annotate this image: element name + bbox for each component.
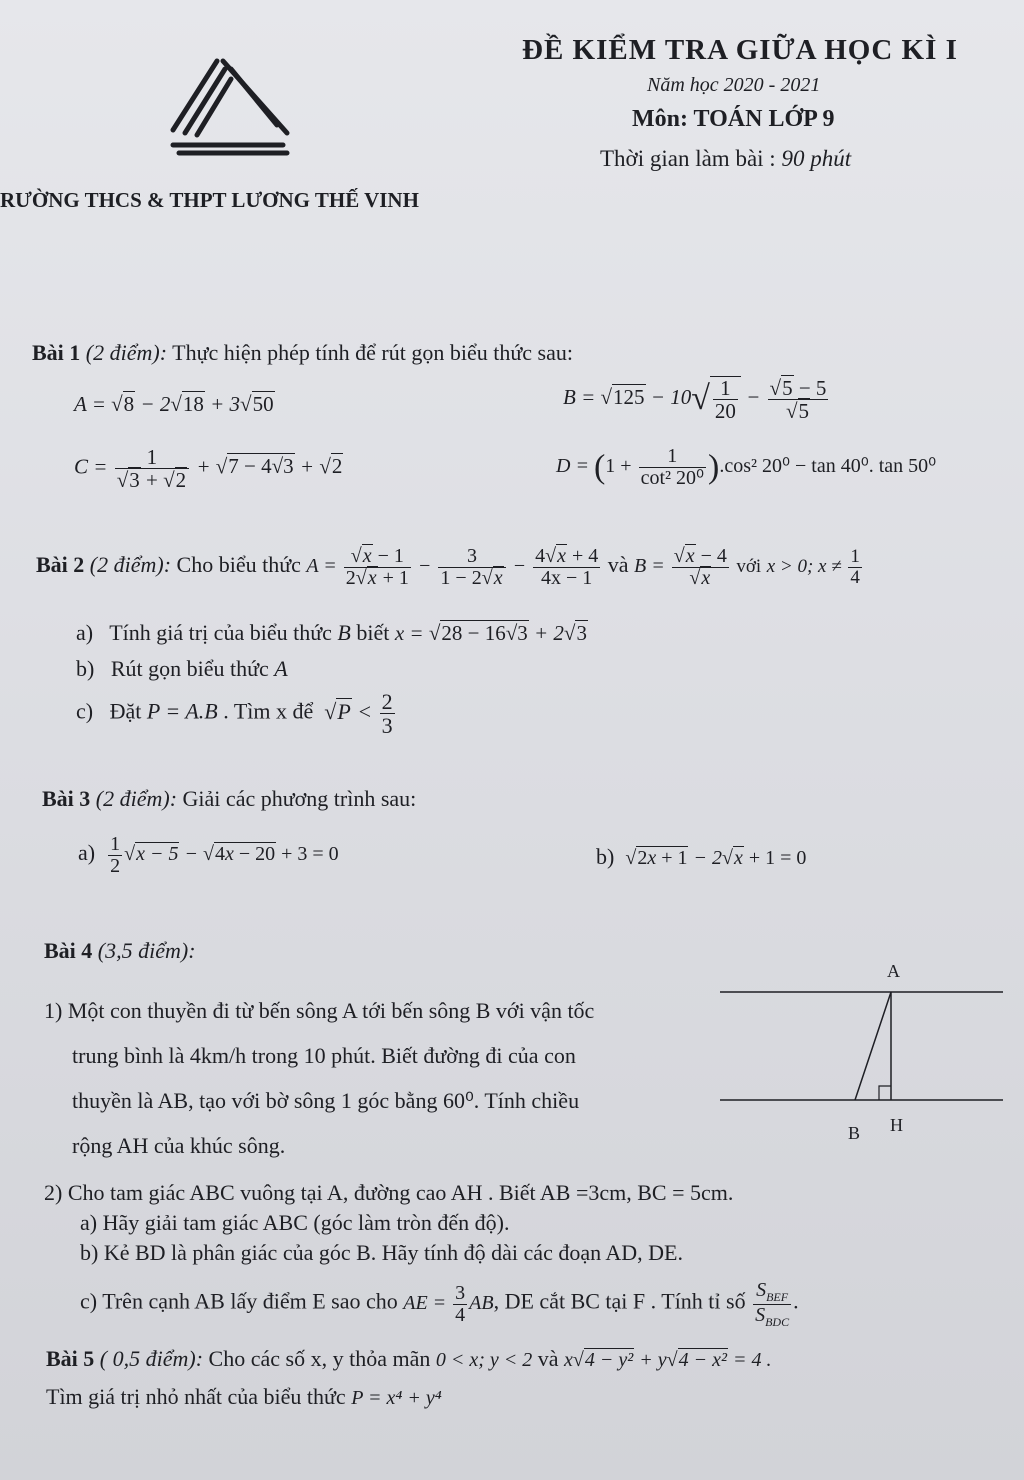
school-logo-icon — [165, 55, 295, 160]
bai4-p2a: a) Hãy giải tam giác ABC (góc làm tròn đến độ). — [80, 1210, 510, 1235]
bai1-text: Thực hiện phép tính để rút gọn biểu thức sau: — [172, 340, 573, 365]
bai2-part-c: c) Đặt P = A.B . Tìm x để √P < $\frac{2}{3}$ — [76, 689, 393, 739]
bai3-b-label: b) — [596, 844, 615, 869]
bai2-a-label: a) — [76, 620, 94, 645]
bai3-label: Bài 3 — [42, 786, 91, 811]
bai4-p2c: c) Trên cạnh AB lấy điểm E sao cho AE = $\frac{3}{4}$ AB, DE cắt BC tại F . Tính tỉ số $\frac{S_{BEF}}{S_{BDC}}$ . — [80, 1279, 799, 1329]
bai4-label: Bài 4 — [44, 938, 93, 963]
bai4-points: (3,5 điểm): — [97, 938, 196, 963]
bai2-part-a: a) Tính giá trị của biểu thức B biết x = √28 − 16√3 + 2√3 — [76, 620, 587, 645]
bai3-points: (2 điểm): — [95, 786, 178, 811]
bai5-points: ( 0,5 điểm): — [99, 1346, 204, 1371]
bai3-text: Giải các phương trình sau: — [182, 786, 417, 811]
expr-b: B = √125 − 10√ $\frac{1}{20}$ − $\frac{√5 - 5}{√5}$ — [563, 375, 827, 424]
bai4-p2c-pre: c) Trên cạnh AB lấy điểm E sao cho — [80, 1288, 398, 1314]
segment-ab — [855, 992, 891, 1100]
time-value: 90 phút — [781, 146, 852, 171]
bai2-c-text: Đặt — [109, 698, 142, 724]
bai5-line1: Bài 5 ( 0,5 điểm): Cho các số x, y thỏa mãn 0 < x; y < 2 và x√4 − y² + y√4 − x² = 4 . — [46, 1346, 772, 1371]
time-line — [600, 146, 851, 172]
bai2-a-text2: biết — [356, 620, 390, 645]
bai4-p2b: b) Kẻ BD là phân giác của góc B. Hãy tính độ dài các đoạn AD, DE. — [80, 1240, 683, 1265]
bai2-points: (2 điểm): — [89, 552, 172, 578]
bai4-p2c-mid: , DE cắt BC tại F . Tính tỉ số — [493, 1288, 746, 1314]
bai2-heading: Bài 2 (2 điểm): Cho biểu thức A = $\frac{√x - 1}{2√x + 1}$ − $\frac{3}{1 - 2√x}$ − $\frac{4√x + 4}{4x - 1}$ và B = $\frac{√x - 4}{√x}$ với x > 0; x ≠ $\frac{1}{4}$ — [36, 545, 860, 589]
bai5-line2: Tìm giá trị nhỏ nhất của biểu thức P = x⁴ + y⁴ — [46, 1384, 442, 1409]
bai2-part-b: b) Rút gọn biểu thức A — [76, 656, 288, 681]
school-year: Năm học 2020 - 2021 — [647, 74, 821, 96]
bai5-line2-text: Tìm giá trị nhỏ nhất của biểu thức — [46, 1384, 346, 1409]
expr-d: D = (1 + $\frac{1}{\text{cot² 20⁰}}$ ).cos² 20⁰ − tan 40⁰. tan 50⁰ — [556, 445, 937, 489]
bai2-b-text: Rút gọn biểu thức — [110, 656, 269, 681]
bai2-text: Cho biểu thức — [176, 552, 301, 578]
bai2-b-label: b) — [76, 656, 95, 681]
bai5-connector: và — [537, 1346, 559, 1371]
bai4-p1-line2: trung bình là 4km/h trong 10 phút. Biết đường đi của con — [72, 1043, 576, 1068]
subject: Môn: TOÁN LỚP 9 — [632, 106, 835, 132]
bai1-points: (2 điểm): — [85, 340, 168, 365]
point-h-label: H — [890, 1115, 903, 1135]
bai2-c-label: c) — [76, 698, 94, 724]
bai3-heading — [42, 786, 416, 812]
bai4-p1-line4: rộng AH của khúc sông. — [72, 1133, 286, 1158]
bai2-connector: và — [607, 552, 629, 578]
expr-a: A = √8 − 2√18 + 3√50 — [74, 392, 274, 416]
bai4-p1-line1: 1) Một con thuyền đi từ bến sông A tới bến sông B với vận tốc — [44, 998, 595, 1023]
bai3-a-label: a) — [78, 840, 96, 866]
right-angle-mark — [879, 1086, 891, 1100]
bai1-label: Bài 1 — [32, 340, 81, 365]
time-label: Thời gian làm bài : — [600, 146, 782, 171]
bai5-text: Cho các số x, y thỏa mãn — [208, 1346, 431, 1371]
point-a-label: A — [887, 961, 900, 981]
bai2-a-text: Tính giá trị của biểu thức — [109, 620, 332, 645]
bai5-label: Bài 5 — [46, 1346, 95, 1371]
bai2-label: Bài 2 — [36, 552, 85, 578]
bai1-heading — [32, 340, 573, 366]
bai3-part-b: b) √2x + 1 − 2√x + 1 = 0 — [596, 844, 807, 869]
exam-title: ĐỀ KIỂM TRA GIỮA HỌC KÌ I — [522, 34, 958, 66]
bai2-condition-word: với — [736, 556, 762, 578]
expr-c: C = $\frac{1}{√3 + √2}$ + √7 − 4√3 + √2 — [74, 445, 343, 493]
point-b-label: B — [848, 1123, 861, 1143]
bai4-heading — [44, 938, 196, 964]
bai4-p1-line3: thuyền là AB, tạo với bờ sông 1 góc bằng 60⁰. Tính chiều — [72, 1088, 580, 1113]
bai3-part-a: a) $\frac{1}{2}$ √x − 5 − √4x − 20 + 3 = 0 — [78, 833, 339, 877]
bai2-c-text2: . Tìm x để — [223, 698, 314, 724]
bai4-p2: 2) Cho tam giác ABC vuông tại A, đường cao AH . Biết AB =3cm, BC = 5cm. — [44, 1180, 734, 1205]
school-name: RƯỜNG THCS & THPT LƯƠNG THẾ VINH — [0, 188, 419, 212]
river-figure — [715, 955, 1010, 1150]
